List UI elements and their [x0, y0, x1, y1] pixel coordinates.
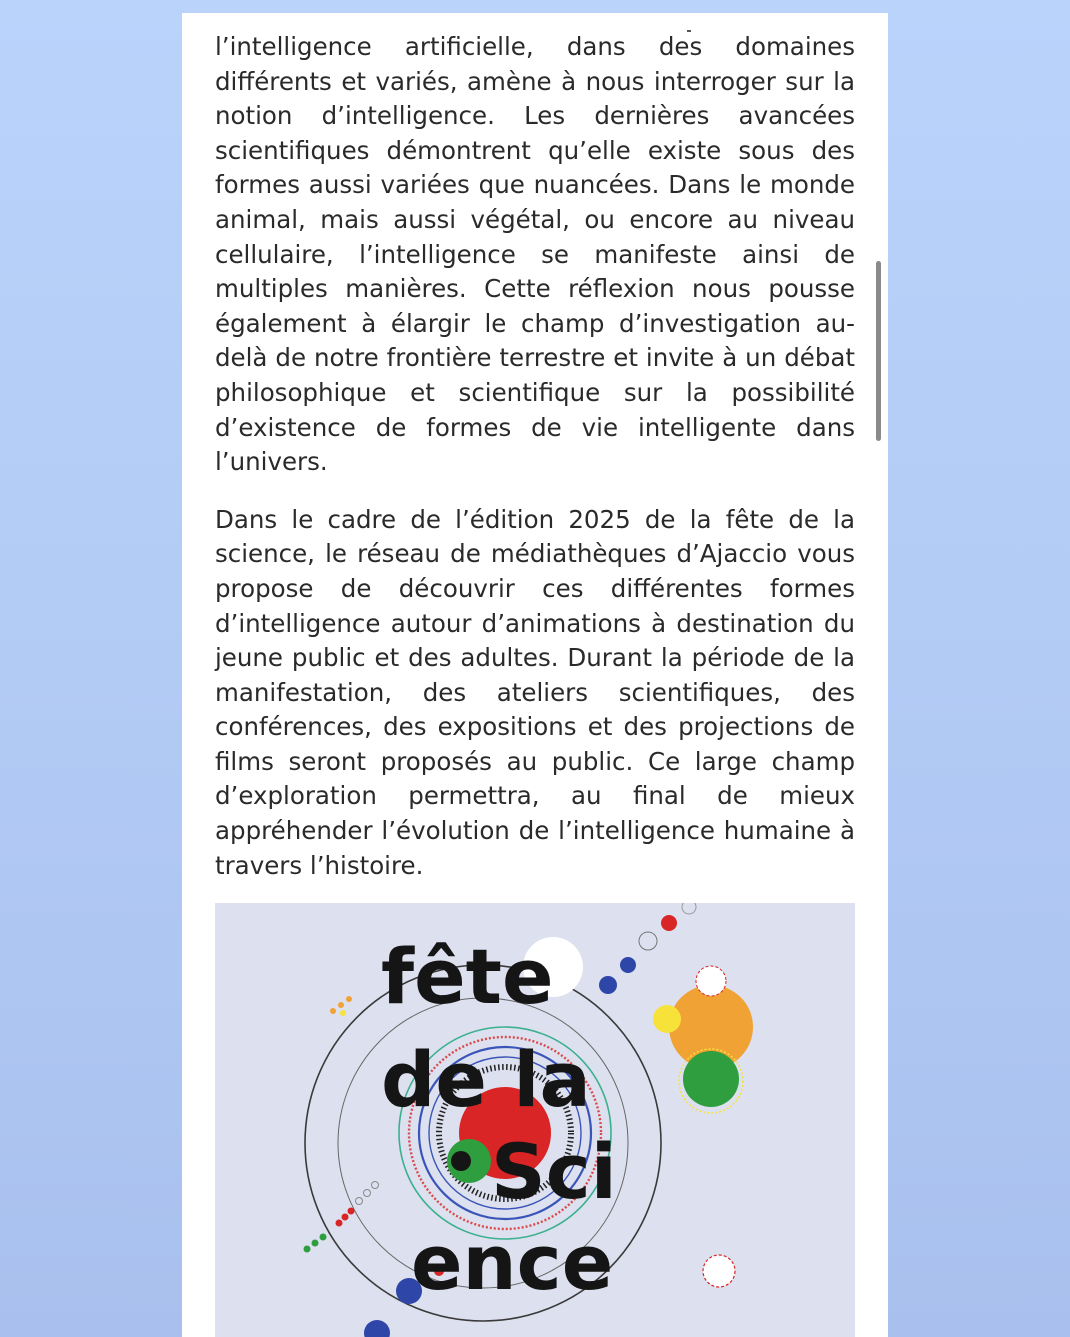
article-paragraph-2: Dans le cadre de l’édition 2025 de la fête de la science, le réseau de médiathèques d’Ajaccio vous propose de découvrir ces différentes formes d’intelligence autour d’animations à destination du jeune public et des adultes. Durant la période de la manifestation, des ateliers scientifiques, des conférences, des expositions et des projections de films seront proposés au public. Ce large champ d’exploration permettra, au final de mieux appréhender l’évolution de l’intelligence humaine à travers l’histoire. — [215, 504, 855, 880]
poster-title-line-1: fête — [381, 932, 554, 1021]
blue-satellite-2 — [599, 976, 617, 994]
white-gear-planet — [696, 966, 726, 996]
red-satellite — [661, 915, 677, 931]
blue-satellite-4 — [364, 1320, 390, 1337]
scrollbar-thumb[interactable] — [876, 261, 881, 441]
outline-satellite-2 — [639, 932, 657, 950]
fete-de-la-science-poster — [215, 903, 855, 1337]
poster-title-line-3: Sci — [491, 1127, 617, 1216]
white-gear-planet-2 — [703, 1255, 735, 1287]
article-page — [182, 13, 888, 1337]
green-planet — [683, 1051, 739, 1107]
black-dot — [451, 1151, 471, 1171]
yellow-moon — [653, 1005, 681, 1033]
poster-title-line-2: de la — [381, 1035, 591, 1124]
poster-artwork — [215, 903, 855, 1337]
poster-title-line-4: ence — [411, 1218, 614, 1307]
outline-satellite-1 — [682, 903, 696, 914]
article-paragraph-1: l’intelligence artificielle, dans des domaines différents et variés, amène à nous interroger sur la notion d’intelligence. Les dernières avancées scientifiques démontrent qu’elle existe sous des formes aussi variées que nuancées. Dans le monde animal, mais aussi végétal, ou encore au niveau cellulaire, l’intelligence se manifeste ainsi de multiples manières. Cette réflexion nous pousse également à élargir le champ d’investigation au-delà de notre frontière terrestre et invite à un débat philosophique et scientifique sur la possibilité d’existence de formes de vie intelligente dans l’univers. — [215, 32, 855, 477]
article-body — [215, 30, 855, 883]
blue-satellite-1 — [620, 957, 636, 973]
